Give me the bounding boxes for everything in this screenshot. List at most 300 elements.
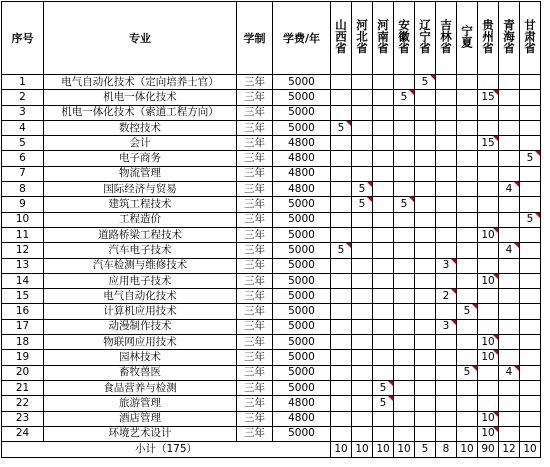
seq-cell: 20	[2, 365, 44, 380]
quota-cell	[499, 273, 520, 288]
quota-cell	[457, 105, 478, 120]
quota-cell	[436, 166, 457, 181]
table-row	[2, 243, 541, 258]
quota-cell	[373, 197, 394, 212]
header-province	[520, 2, 541, 75]
table-row	[2, 136, 541, 151]
quota-cell: 5	[415, 75, 436, 90]
quota-cell	[436, 335, 457, 350]
quota-cell	[415, 335, 436, 350]
quota-cell	[415, 304, 436, 319]
quota-cell	[457, 182, 478, 197]
header-province	[373, 2, 394, 75]
quota-cell	[499, 350, 520, 365]
table-row	[2, 289, 541, 304]
quota-cell	[394, 212, 415, 227]
quota-cell	[478, 365, 499, 380]
quota-cell: 4	[499, 365, 520, 380]
quota-cell	[373, 319, 394, 334]
quota-cell	[394, 151, 415, 166]
quota-cell	[478, 212, 499, 227]
quota-cell	[520, 396, 541, 411]
quota-cell	[520, 75, 541, 90]
quota-cell: 5	[352, 197, 373, 212]
subtotal-label: 小计（175）	[2, 442, 331, 458]
quota-cell	[436, 120, 457, 135]
quota-cell	[520, 136, 541, 151]
seq-cell: 18	[2, 335, 44, 350]
quota-cell	[331, 151, 352, 166]
quota-cell	[331, 304, 352, 319]
major-cell: 环境艺术设计	[44, 426, 237, 441]
quota-cell	[394, 411, 415, 426]
quota-cell	[415, 319, 436, 334]
major-cell: 应用电子技术	[44, 273, 237, 288]
quota-cell	[436, 365, 457, 380]
quota-cell	[457, 335, 478, 350]
quota-cell	[499, 227, 520, 242]
quota-cell	[415, 273, 436, 288]
quota-cell	[520, 365, 541, 380]
quota-cell	[394, 166, 415, 181]
fee-cell: 4800	[273, 136, 331, 151]
quota-cell	[436, 243, 457, 258]
quota-cell	[331, 289, 352, 304]
quota-cell	[415, 396, 436, 411]
seq-cell: 14	[2, 273, 44, 288]
quota-cell	[415, 426, 436, 441]
quota-cell	[415, 212, 436, 227]
quota-cell	[373, 182, 394, 197]
quota-cell	[373, 304, 394, 319]
quota-cell	[436, 396, 457, 411]
quota-cell	[352, 304, 373, 319]
quota-cell	[520, 380, 541, 395]
quota-cell	[373, 289, 394, 304]
quota-cell	[499, 411, 520, 426]
header-province-label: 辽宁省	[418, 19, 432, 54]
header-province	[499, 2, 520, 75]
table-row	[2, 380, 541, 395]
quota-cell	[352, 212, 373, 227]
duration-cell: 三年	[237, 120, 273, 135]
quota-cell	[373, 212, 394, 227]
duration-cell: 三年	[237, 426, 273, 441]
quota-cell	[457, 350, 478, 365]
quota-cell	[352, 105, 373, 120]
quota-cell	[331, 136, 352, 151]
major-cell: 酒店管理	[44, 411, 237, 426]
fee-cell: 5000	[273, 227, 331, 242]
fee-cell: 5000	[273, 243, 331, 258]
quota-cell	[457, 75, 478, 90]
quota-cell	[415, 182, 436, 197]
table-row	[2, 335, 541, 350]
quota-cell: 10	[478, 350, 499, 365]
quota-cell	[394, 304, 415, 319]
subtotal-cell: 10	[331, 442, 352, 458]
quota-cell	[373, 75, 394, 90]
quota-cell	[394, 120, 415, 135]
quota-cell	[394, 227, 415, 242]
quota-cell	[478, 258, 499, 273]
subtotal-cell: 10	[373, 442, 394, 458]
quota-cell	[352, 136, 373, 151]
quota-cell	[352, 289, 373, 304]
major-cell: 物流管理	[44, 166, 237, 181]
header-province-label: 宁夏	[460, 25, 474, 48]
quota-cell	[373, 120, 394, 135]
quota-cell	[331, 350, 352, 365]
header-province	[457, 2, 478, 75]
header-province-label: 贵州省	[481, 19, 495, 54]
header-province	[331, 2, 352, 75]
header-province	[352, 2, 373, 75]
subtotal-cell: 12	[499, 442, 520, 458]
quota-cell	[415, 166, 436, 181]
quota-cell: 3	[436, 319, 457, 334]
quota-cell: 3	[436, 258, 457, 273]
seq-cell: 15	[2, 289, 44, 304]
quota-cell	[499, 90, 520, 105]
duration-cell: 三年	[237, 273, 273, 288]
quota-cell	[520, 197, 541, 212]
quota-cell	[415, 350, 436, 365]
quota-cell	[331, 258, 352, 273]
fee-cell: 4800	[273, 166, 331, 181]
quota-cell	[436, 304, 457, 319]
table-row	[2, 273, 541, 288]
quota-cell	[373, 258, 394, 273]
quota-cell	[478, 75, 499, 90]
quota-cell	[499, 75, 520, 90]
quota-cell	[457, 243, 478, 258]
header-province-label: 甘肃省	[523, 19, 537, 54]
seq-cell: 2	[2, 90, 44, 105]
quota-cell: 5	[331, 120, 352, 135]
quota-cell	[478, 319, 499, 334]
fee-cell: 5000	[273, 426, 331, 441]
quota-cell	[331, 273, 352, 288]
quota-cell	[520, 304, 541, 319]
major-cell: 机电一体化技术	[44, 90, 237, 105]
quota-cell	[457, 258, 478, 273]
quota-cell	[394, 105, 415, 120]
quota-cell: 10	[478, 426, 499, 441]
quota-cell	[373, 227, 394, 242]
major-cell: 数控技术	[44, 120, 237, 135]
quota-cell	[373, 273, 394, 288]
quota-cell	[331, 426, 352, 441]
quota-cell	[373, 365, 394, 380]
quota-cell	[331, 105, 352, 120]
quota-cell	[436, 90, 457, 105]
major-cell: 国际经济与贸易	[44, 182, 237, 197]
header-province-label: 安徽省	[397, 19, 411, 54]
quota-cell	[436, 197, 457, 212]
quota-cell	[436, 411, 457, 426]
quota-cell	[520, 258, 541, 273]
duration-cell: 三年	[237, 90, 273, 105]
table-row	[2, 411, 541, 426]
quota-cell	[352, 258, 373, 273]
fee-cell: 5000	[273, 75, 331, 90]
quota-cell	[499, 289, 520, 304]
quota-cell	[457, 227, 478, 242]
header-fee	[273, 2, 331, 75]
table-row	[2, 350, 541, 365]
fee-cell: 5000	[273, 319, 331, 334]
quota-cell: 5	[457, 365, 478, 380]
major-cell: 旅游管理	[44, 396, 237, 411]
table-row	[2, 105, 541, 120]
seq-cell: 23	[2, 411, 44, 426]
quota-cell	[520, 335, 541, 350]
header-row	[2, 2, 541, 75]
duration-cell: 三年	[237, 197, 273, 212]
quota-cell	[415, 411, 436, 426]
quota-cell	[394, 365, 415, 380]
quota-cell	[457, 197, 478, 212]
seq-cell: 10	[2, 212, 44, 227]
quota-cell	[394, 350, 415, 365]
quota-cell	[352, 243, 373, 258]
quota-cell	[352, 319, 373, 334]
quota-cell	[331, 227, 352, 242]
quota-cell	[478, 304, 499, 319]
quota-cell	[352, 365, 373, 380]
seq-cell: 5	[2, 136, 44, 151]
quota-cell	[499, 151, 520, 166]
table-row	[2, 227, 541, 242]
duration-cell: 三年	[237, 227, 273, 242]
duration-cell: 三年	[237, 243, 273, 258]
quota-cell	[331, 396, 352, 411]
quota-cell	[352, 350, 373, 365]
subtotal-cell: 90	[478, 442, 499, 458]
quota-cell	[415, 289, 436, 304]
quota-cell: 4	[499, 182, 520, 197]
header-seq-label: 序号	[11, 31, 34, 45]
quota-cell	[331, 335, 352, 350]
quota-cell	[520, 319, 541, 334]
quota-cell	[478, 105, 499, 120]
quota-cell	[478, 289, 499, 304]
major-cell: 会计	[44, 136, 237, 151]
table-row	[2, 258, 541, 273]
quota-cell	[478, 396, 499, 411]
quota-cell	[352, 90, 373, 105]
seq-cell: 1	[2, 75, 44, 90]
quota-cell	[499, 212, 520, 227]
quota-cell	[394, 335, 415, 350]
quota-cell	[499, 335, 520, 350]
quota-cell	[436, 212, 457, 227]
header-province-label: 青海省	[502, 19, 516, 54]
quota-cell	[394, 319, 415, 334]
quota-cell	[331, 380, 352, 395]
duration-cell: 三年	[237, 411, 273, 426]
quota-cell	[331, 90, 352, 105]
quota-cell	[394, 273, 415, 288]
fee-cell: 4800	[273, 182, 331, 197]
quota-cell	[373, 426, 394, 441]
quota-cell: 4	[499, 243, 520, 258]
fee-cell: 5000	[273, 90, 331, 105]
quota-cell	[457, 90, 478, 105]
quota-cell	[520, 105, 541, 120]
quota-cell	[352, 335, 373, 350]
major-cell: 工程造价	[44, 212, 237, 227]
duration-cell: 三年	[237, 319, 273, 334]
quota-cell: 5	[520, 212, 541, 227]
quota-cell: 5	[331, 243, 352, 258]
table-row	[2, 304, 541, 319]
subtotal-cell: 5	[415, 442, 436, 458]
quota-cell	[457, 120, 478, 135]
quota-cell	[520, 166, 541, 181]
quota-cell	[373, 166, 394, 181]
duration-cell: 三年	[237, 396, 273, 411]
fee-cell: 5000	[273, 105, 331, 120]
quota-cell	[394, 380, 415, 395]
quota-cell	[373, 90, 394, 105]
quota-cell	[331, 197, 352, 212]
seq-cell: 22	[2, 396, 44, 411]
quota-cell	[457, 319, 478, 334]
seq-cell: 17	[2, 319, 44, 334]
fee-cell: 5000	[273, 350, 331, 365]
quota-cell	[394, 289, 415, 304]
subtotal-row	[2, 442, 541, 458]
table-row	[2, 365, 541, 380]
quota-cell	[520, 243, 541, 258]
duration-cell: 三年	[237, 182, 273, 197]
subtotal-cell: 10	[520, 442, 541, 458]
table-row	[2, 396, 541, 411]
header-province	[394, 2, 415, 75]
quota-cell	[478, 120, 499, 135]
fee-cell: 5000	[273, 258, 331, 273]
quota-cell: 5	[373, 380, 394, 395]
enrollment-table	[1, 1, 541, 458]
quota-cell	[394, 75, 415, 90]
header-province	[436, 2, 457, 75]
major-cell: 机电一体化技术（索道工程方向）	[44, 105, 237, 120]
fee-cell: 5000	[273, 335, 331, 350]
quota-cell	[373, 136, 394, 151]
quota-cell	[331, 411, 352, 426]
seq-cell: 9	[2, 197, 44, 212]
major-cell: 食品营养与检测	[44, 380, 237, 395]
duration-cell: 三年	[237, 258, 273, 273]
header-duration	[237, 2, 273, 75]
subtotal-cell: 10	[394, 442, 415, 458]
major-cell: 电气自动化技术	[44, 289, 237, 304]
header-major	[44, 2, 237, 75]
table-row	[2, 90, 541, 105]
table-row	[2, 319, 541, 334]
seq-cell: 21	[2, 380, 44, 395]
duration-cell: 三年	[237, 166, 273, 181]
table-row	[2, 120, 541, 135]
major-cell: 汽车检测与维修技术	[44, 258, 237, 273]
quota-cell	[478, 166, 499, 181]
quota-cell	[415, 90, 436, 105]
quota-cell	[373, 411, 394, 426]
seq-cell: 8	[2, 182, 44, 197]
quota-cell	[373, 350, 394, 365]
subtotal-cell: 10	[352, 442, 373, 458]
quota-cell	[478, 243, 499, 258]
major-cell: 物联网应用技术	[44, 335, 237, 350]
duration-cell: 三年	[237, 365, 273, 380]
quota-cell	[457, 136, 478, 151]
major-cell: 畜牧兽医	[44, 365, 237, 380]
duration-cell: 三年	[237, 151, 273, 166]
quota-cell	[394, 182, 415, 197]
quota-cell	[457, 212, 478, 227]
quota-cell	[415, 120, 436, 135]
quota-cell	[394, 396, 415, 411]
fee-cell: 5000	[273, 120, 331, 135]
quota-cell	[520, 120, 541, 135]
header-province-label: 河南省	[376, 19, 390, 54]
quota-cell: 15	[478, 136, 499, 151]
quota-cell	[436, 151, 457, 166]
duration-cell: 三年	[237, 380, 273, 395]
duration-cell: 三年	[237, 136, 273, 151]
table-row	[2, 182, 541, 197]
quota-cell	[352, 396, 373, 411]
quota-cell: 5	[352, 182, 373, 197]
quota-cell	[394, 426, 415, 441]
quota-cell	[457, 289, 478, 304]
quota-cell: 2	[436, 289, 457, 304]
quota-cell	[394, 243, 415, 258]
table-row	[2, 151, 541, 166]
quota-cell	[478, 380, 499, 395]
quota-cell	[457, 380, 478, 395]
quota-cell	[415, 227, 436, 242]
major-cell: 建筑工程技术	[44, 197, 237, 212]
quota-cell	[499, 197, 520, 212]
duration-cell: 三年	[237, 350, 273, 365]
duration-cell: 三年	[237, 335, 273, 350]
header-province-label: 吉林省	[439, 19, 453, 54]
quota-cell	[352, 120, 373, 135]
quota-cell: 5	[520, 151, 541, 166]
quota-cell: 5	[394, 90, 415, 105]
quota-cell: 15	[478, 90, 499, 105]
table-row	[2, 166, 541, 181]
header-province	[415, 2, 436, 75]
quota-cell	[499, 319, 520, 334]
quota-cell	[394, 258, 415, 273]
quota-cell	[457, 426, 478, 441]
seq-cell: 4	[2, 120, 44, 135]
seq-cell: 11	[2, 227, 44, 242]
quota-cell	[520, 182, 541, 197]
quota-cell	[352, 380, 373, 395]
fee-cell: 5000	[273, 197, 331, 212]
quota-cell	[373, 151, 394, 166]
quota-cell: 10	[478, 335, 499, 350]
seq-cell: 7	[2, 166, 44, 181]
fee-cell: 4800	[273, 151, 331, 166]
quota-cell	[331, 212, 352, 227]
quota-cell	[478, 197, 499, 212]
